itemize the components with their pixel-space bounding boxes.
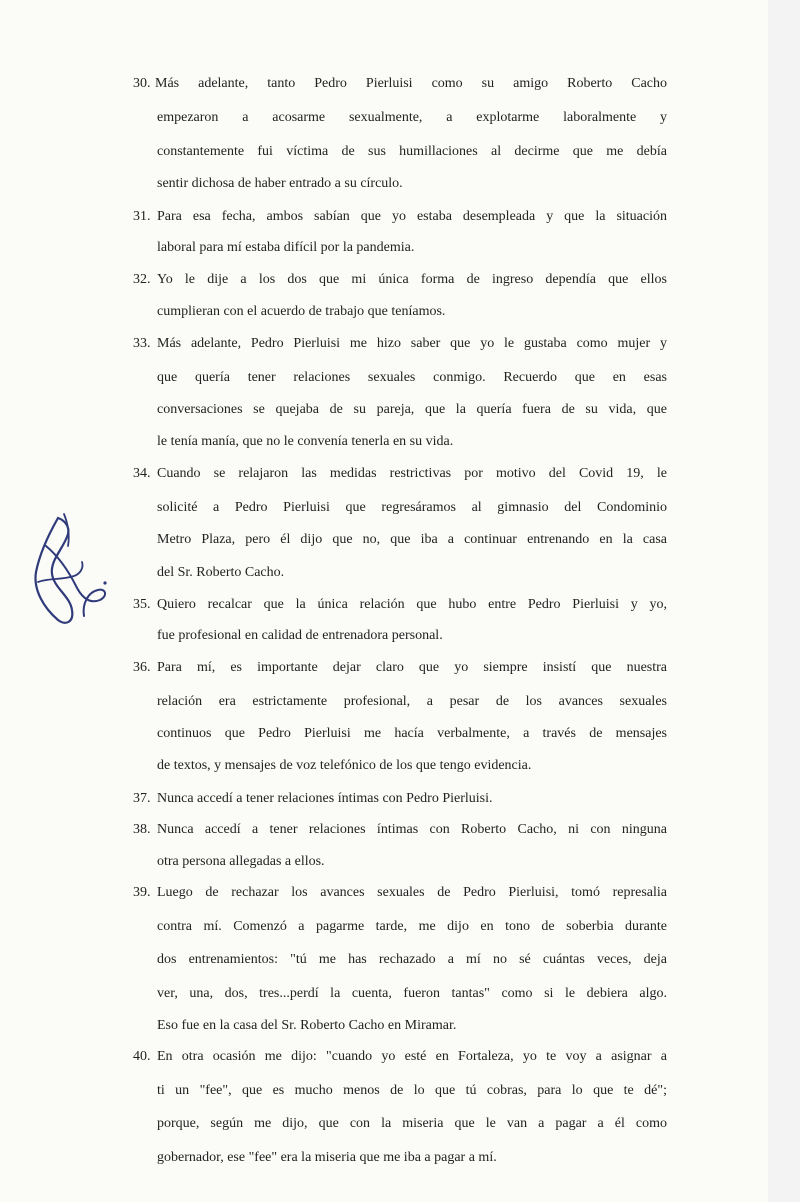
paragraph-line: Nunca accedí a tener relaciones íntimas con Pedro Pierluisi. bbox=[157, 791, 493, 806]
paragraph-number: 32. bbox=[133, 272, 151, 287]
paragraph-line: le tenía manía, que no le convenía tenerla en su vida. bbox=[157, 434, 454, 449]
paragraph-line: ti un "fee", que es mucho menos de lo que tú cobras, para lo que te dé"; bbox=[157, 1083, 667, 1098]
paragraph-number: 37. bbox=[133, 791, 151, 806]
paragraph-line: Metro Plaza, pero él dijo que no, que iba a continuar entrenando en la casa bbox=[157, 532, 667, 547]
paragraph-number: 36. bbox=[133, 660, 151, 675]
paragraph-line: de textos, y mensajes de voz telefónico de los que tengo evidencia. bbox=[157, 758, 532, 773]
paragraph-line: Eso fue en la casa del Sr. Roberto Cacho en Miramar. bbox=[157, 1018, 457, 1033]
paragraph-line: Más adelante, tanto Pedro Pierluisi como su amigo Roberto Cacho bbox=[155, 76, 667, 91]
paragraph-number: 35. bbox=[133, 597, 151, 612]
paragraph-number: 38. bbox=[133, 822, 151, 837]
paragraph-number: 40. bbox=[133, 1049, 151, 1064]
paragraph-line: que quería tener relaciones sexuales conmigo. Recuerdo que en esas bbox=[157, 370, 667, 385]
paragraph-line: Luego de rechazar los avances sexuales de Pedro Pierluisi, tomó represalia bbox=[157, 885, 667, 900]
paragraph-line: empezaron a acosarme sexualmente, a explotarme laboralmente y bbox=[157, 110, 667, 125]
paragraph-line: Más adelante, Pedro Pierluisi me hizo saber que yo le gustaba como mujer y bbox=[157, 336, 667, 351]
paragraph-line: del Sr. Roberto Cacho. bbox=[157, 565, 285, 580]
paragraph-line: En otra ocasión me dijo: "cuando yo esté en Fortaleza, yo te voy a asignar a bbox=[157, 1049, 667, 1064]
page-margin-strip bbox=[768, 0, 800, 1202]
paragraph-line: solicité a Pedro Pierluisi que regresáramos al gimnasio del Condominio bbox=[157, 500, 667, 515]
paragraph-number: 34. bbox=[133, 466, 151, 481]
paragraph-line: continuos que Pedro Pierluisi me hacía verbalmente, a través de mensajes bbox=[157, 726, 667, 741]
paragraph-line: porque, según me dijo, que con la miseria que le van a pagar a él como bbox=[157, 1116, 667, 1131]
paragraph-line: laboral para mí estaba difícil por la pandemia. bbox=[157, 240, 415, 255]
paragraph-line: constantemente fui víctima de sus humillaciones al decirme que me debía bbox=[157, 144, 667, 159]
paragraph-line: fue profesional en calidad de entrenadora personal. bbox=[157, 628, 443, 643]
paragraph-line: Para esa fecha, ambos sabían que yo estaba desempleada y que la situación bbox=[157, 209, 667, 224]
paragraph-line: Yo le dije a los dos que mi única forma de ingreso dependía que ellos bbox=[157, 272, 667, 287]
paragraph-line: conversaciones se quejaba de su pareja, que la quería fuera de su vida, que bbox=[157, 402, 667, 417]
paragraph-line: sentir dichosa de haber entrado a su círculo. bbox=[157, 176, 403, 191]
paragraph-line: cumplieran con el acuerdo de trabajo que teníamos. bbox=[157, 304, 446, 319]
paragraph-number: 39. bbox=[133, 885, 151, 900]
paragraph-line: dos entrenamientos: "tú me has rechazado a mí no sé cuántas veces, deja bbox=[157, 952, 667, 967]
paragraph-number: 33. bbox=[133, 336, 151, 351]
paragraph-line: gobernador, ese "fee" era la miseria que me iba a pagar a mí. bbox=[157, 1150, 497, 1165]
paragraph-line: Para mí, es importante dejar claro que yo siempre insistí que nuestra bbox=[157, 660, 667, 675]
paragraph-line: Quiero recalcar que la única relación que hubo entre Pedro Pierluisi y yo, bbox=[157, 597, 667, 612]
paragraph-line: Cuando se relajaron las medidas restrictivas por motivo del Covid 19, le bbox=[157, 466, 667, 481]
paragraph-number: 31. bbox=[133, 209, 151, 224]
paragraph-line: relación era estrictamente profesional, a pesar de los avances sexuales bbox=[157, 694, 667, 709]
paragraph-line: contra mí. Comenzó a pagarme tarde, me dijo en tono de soberbia durante bbox=[157, 919, 667, 934]
paragraph-number: 30. bbox=[133, 76, 151, 91]
handwritten-signature bbox=[28, 512, 114, 630]
paragraph-line: Nunca accedí a tener relaciones íntimas con Roberto Cacho, ni con ninguna bbox=[157, 822, 667, 837]
paragraph-line: ver, una, dos, tres...perdí la cuenta, fueron tantas" como si le debiera algo. bbox=[157, 986, 667, 1001]
paragraph-line: otra persona allegadas a ellos. bbox=[157, 854, 325, 869]
